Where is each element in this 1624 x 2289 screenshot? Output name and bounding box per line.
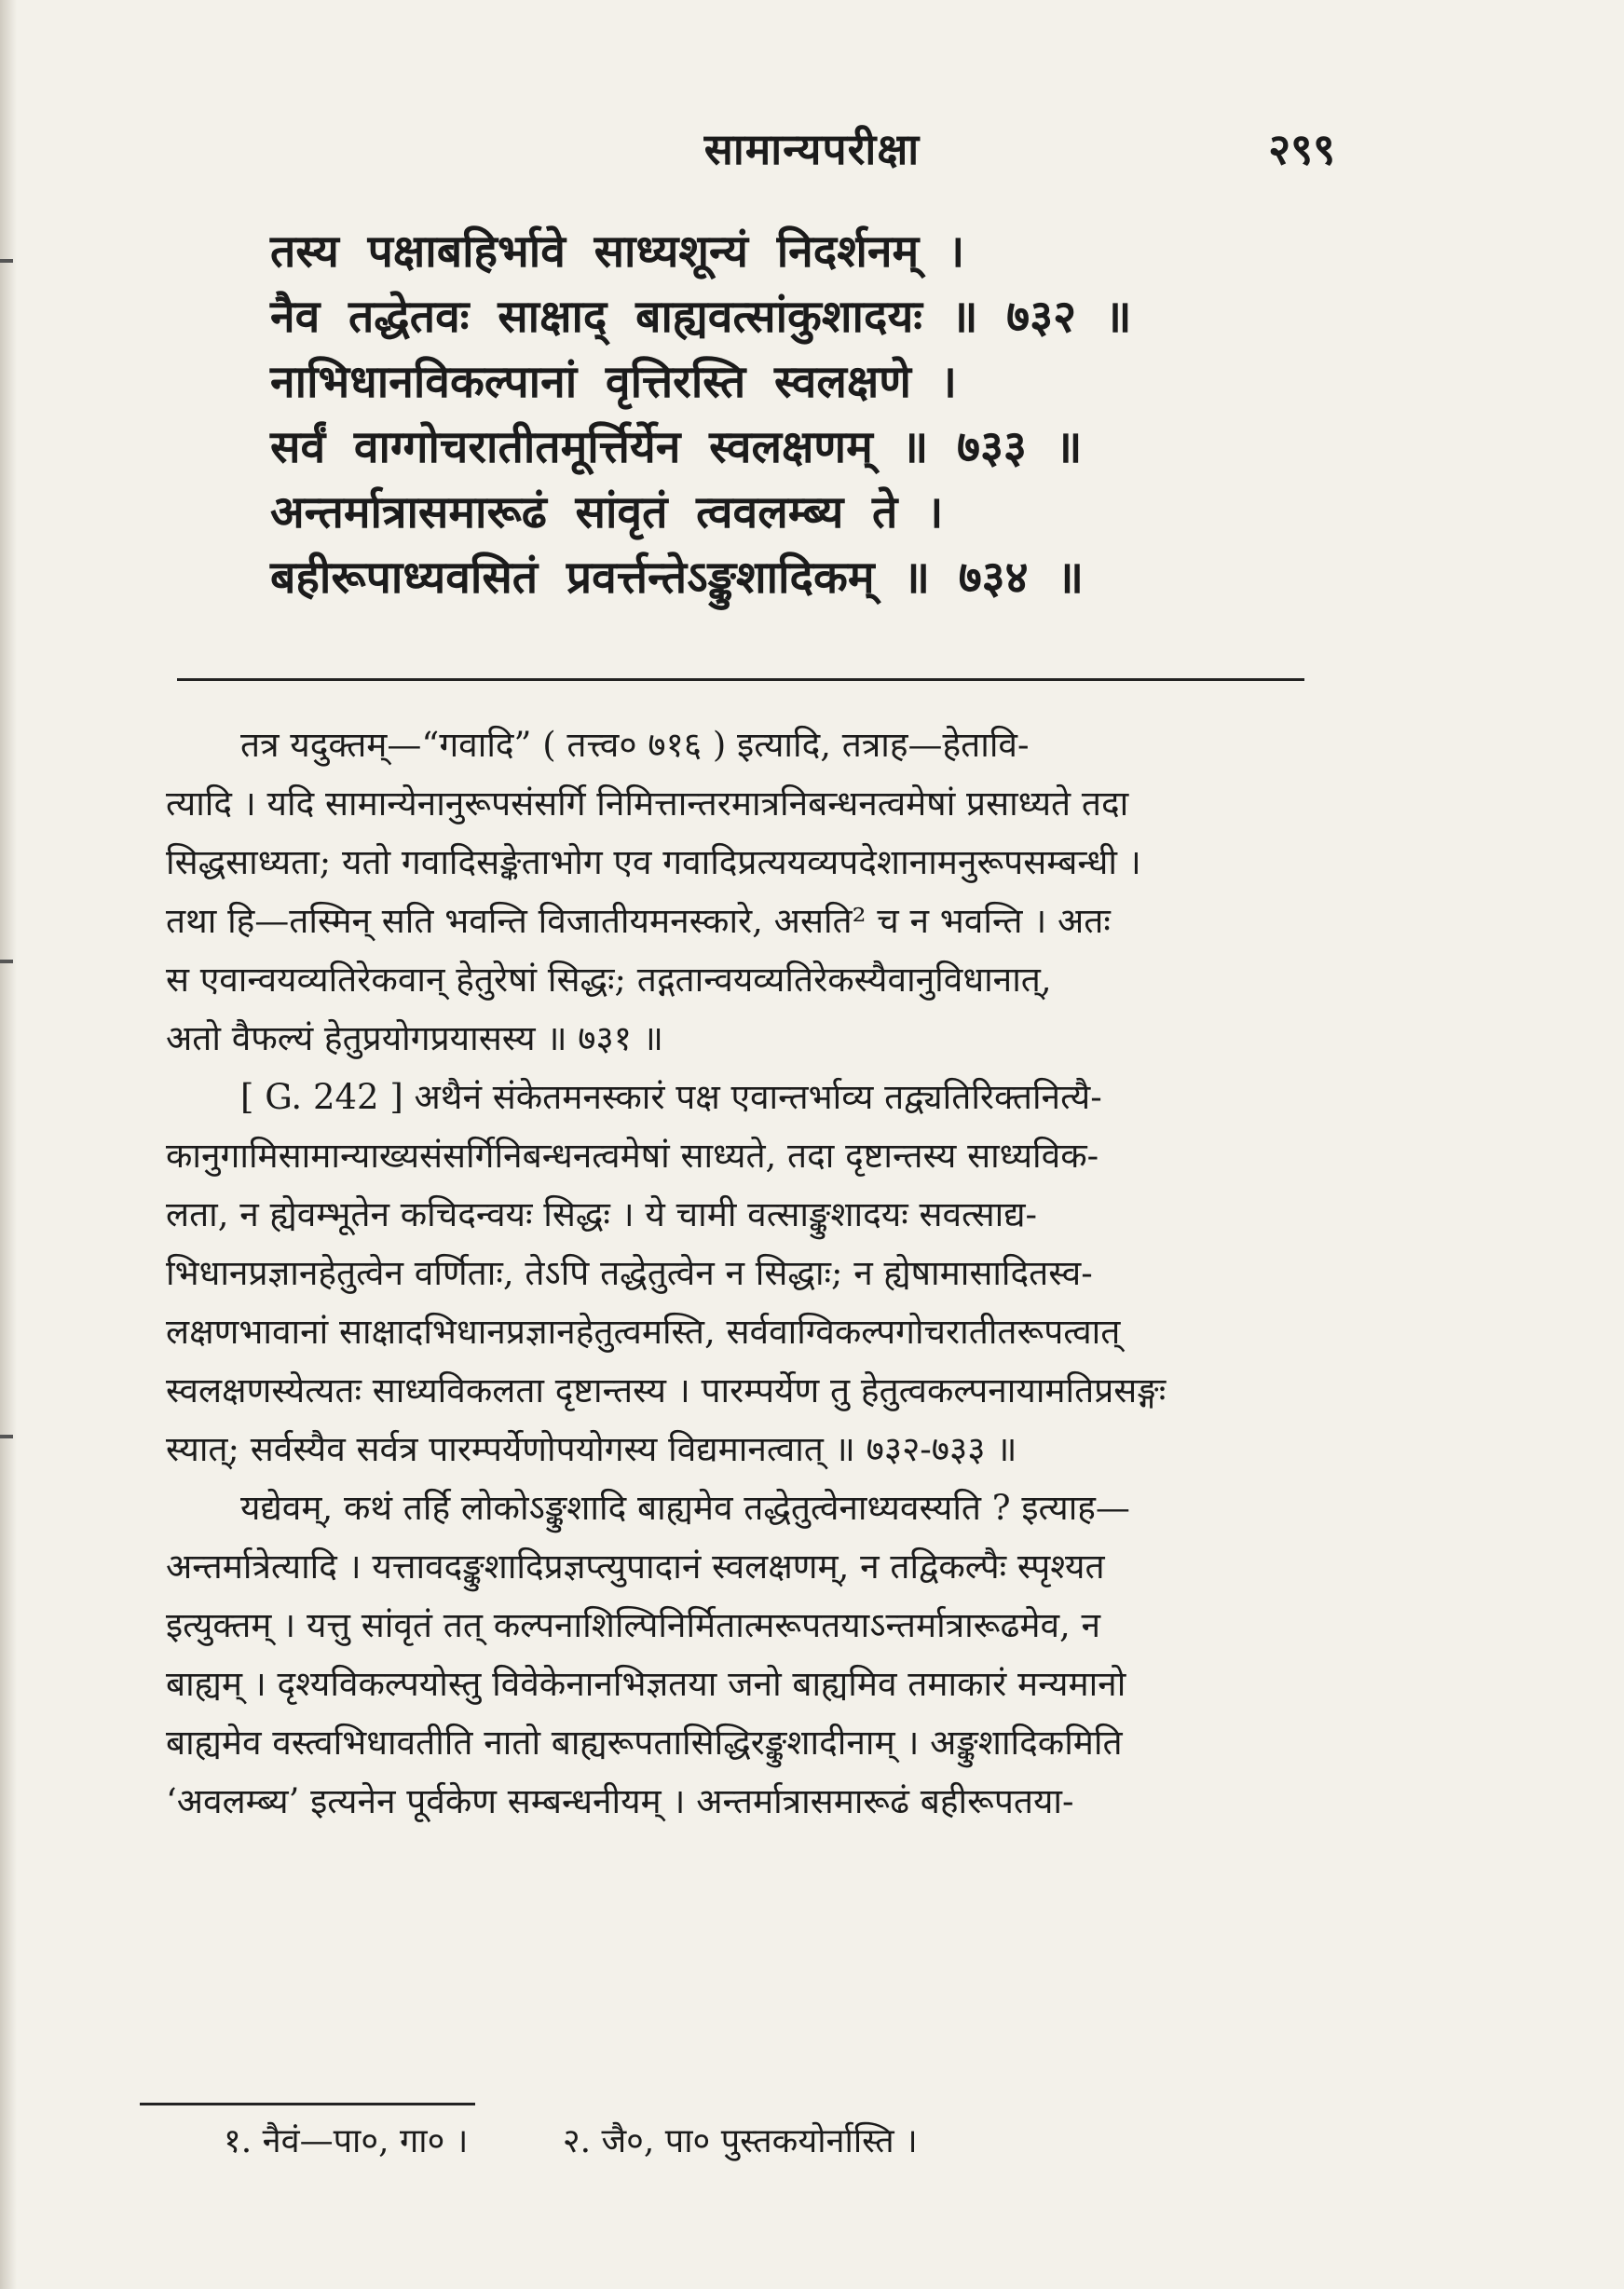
text-line: बाह्यमेव वस्त्वभिधावतीति नातो बाह्यरूपतासिद्धिरङ्कुशादीनाम् । अङ्कुशादिकमिति — [166, 1723, 1123, 1763]
verse-block — [270, 219, 1286, 610]
margin-mark — [0, 960, 13, 963]
text-line: त्यादि । यदि सामान्येनानुरूपसंसर्गि निमित्तान्तरमात्रनिबन्धनत्वमेषां प्रसाध्यते तदा — [166, 783, 1129, 824]
margin-mark — [0, 1435, 13, 1438]
text-line: अन्तर्मात्रेत्यादि । यत्तावदङ्कुशादिप्रज्ञप्त्युपादानं स्वलक्षणम्, न तद्विकल्पैः स्पृश्यत — [166, 1546, 1105, 1587]
verse-divider — [177, 678, 1304, 681]
page-edge-shadow — [0, 0, 17, 2289]
text-line: कानुगामिसामान्याख्यसंसर्गिनिबन्धनत्वमेषां साध्यते, तदा दृष्टान्तस्य साध्यविक- — [166, 1136, 1099, 1176]
verse-line: सर्वं वाग्गोचरातीतमूर्त्तिर्येन स्वलक्षणम् ॥ ७३३ ॥ — [270, 421, 1083, 473]
text-line: स्यात्; सर्वस्यैव सर्वत्र पारम्पर्येणोपयोगस्य विद्यमानत्वात् ॥ ७३२-७३३ ॥ — [166, 1429, 1017, 1469]
page-number: २९९ — [1268, 124, 1335, 174]
footnote: १. नैवं—पा०, गा० । — [224, 2122, 469, 2160]
verse-line: नैव तद्धेतवः साक्षाद् बाह्यवत्सांकुशादयः ॥ ७३२ ॥ — [270, 291, 1132, 343]
verse-line: बहीरूपाध्यवसितं प्रवर्त्तन्तेऽङ्कुशादिकम् ॥ ७३४ ॥ — [270, 552, 1085, 604]
text-line: तथा हि—तस्मिन् सति भवन्ति विजातीयमनस्कारे, असति² च न भवन्ति । अतः — [166, 901, 1111, 941]
text-line: यद्येवम्, कथं तर्हि लोकोऽङ्कुशादि बाह्यमेव तद्धेतुत्वेनाध्यवस्यति ? इत्याह— — [240, 1488, 1130, 1528]
footnote-divider — [140, 2103, 475, 2105]
text-line: सिद्धसाध्यता; यतो गवादिसङ्केताभोग एव गवादिप्रत्ययव्यपदेशानामनुरूपसम्बन्धी । — [166, 842, 1141, 882]
text-line: लक्षणभावानां साक्षादभिधानप्रज्ञानहेतुत्वमस्ति, सर्ववाग्विकल्पगोचरातीतरूपत्वात् — [166, 1312, 1121, 1352]
text-line: लता, न ह्येवम्भूतेन कचिदन्वयः सिद्धः । ये चामी वत्साङ्कुशादयः सवत्साद्य- — [166, 1194, 1038, 1234]
verse-line: तस्य पक्षाबहिर्भावे साध्यशून्यं निदर्शनम् । — [270, 225, 965, 278]
text-line: स्वलक्षणस्येत्यतः साध्यविकलता दृष्टान्तस्य । पारम्पर्येण तु हेतुत्वकल्पनायामतिप्रसङ्गः — [166, 1370, 1167, 1410]
commentary-paragraph — [166, 1478, 1321, 1831]
text-line: तत्र यदुक्तम्—“गवादि” ( तत्त्व० ७१६ ) इत्यादि, तत्राह—हेतावि- — [240, 725, 1030, 765]
text-line: बाह्यम् । दृश्यविकल्पयोस्तु विवेकेनानभिज्ञतया जनो बाह्यमिव तमाकारं मन्यमानो — [166, 1664, 1126, 1704]
text-line: इत्युक्तम् । यत्तु सांवृतं तत् कल्पनाशिल्पिनिर्मितात्मरूपतयाऽन्तर्मात्रारूढमेव, न — [166, 1605, 1101, 1645]
text-line: अतो वैफल्यं हेतुप्रयोगप्रयासस्य ॥ ७३१ ॥ — [166, 1018, 663, 1058]
text-line: स एवान्वयव्यतिरेकवान् हेतुरेषां सिद्धः; तद्गतान्वयव्यतिरेकस्यैवानुविधानात्, — [166, 960, 1052, 1000]
running-head — [0, 119, 1624, 175]
text-line: [ G. 242 ] अथैनं संकेतमनस्कारं पक्ष एवान्तर्भाव्य तद्व्यतिरिक्तनित्यै- — [240, 1077, 1102, 1117]
commentary-paragraph — [166, 715, 1321, 1068]
text-line: ‘अवलम्ब्य’ इत्यनेन पूर्वकेण सम्बन्धनीयम् । अन्तर्मात्रासमारूढं बहीरूपतया- — [166, 1781, 1074, 1821]
text-line: भिधानप्रज्ञानहेतुत्वेन वर्णिताः, तेऽपि तद्धेतुत्वेन न सिद्धाः; न ह्येषामासादितस्व- — [166, 1253, 1093, 1293]
footnotes — [224, 2117, 1342, 2162]
verse-line: नाभिधानविकल्पानां वृत्तिरस्ति स्वलक्षणे । — [270, 356, 957, 408]
verse-line: अन्तर्मात्रासमारूढं सांवृतं त्ववलम्ब्य ते । — [270, 486, 944, 538]
running-title: सामान्यपरीक्षा — [703, 124, 921, 174]
commentary — [166, 715, 1321, 1831]
footnote: २. जै०, पा० पुस्तकयोर्नास्ति । — [562, 2122, 918, 2160]
commentary-paragraph — [166, 1068, 1321, 1478]
margin-mark — [0, 259, 13, 263]
